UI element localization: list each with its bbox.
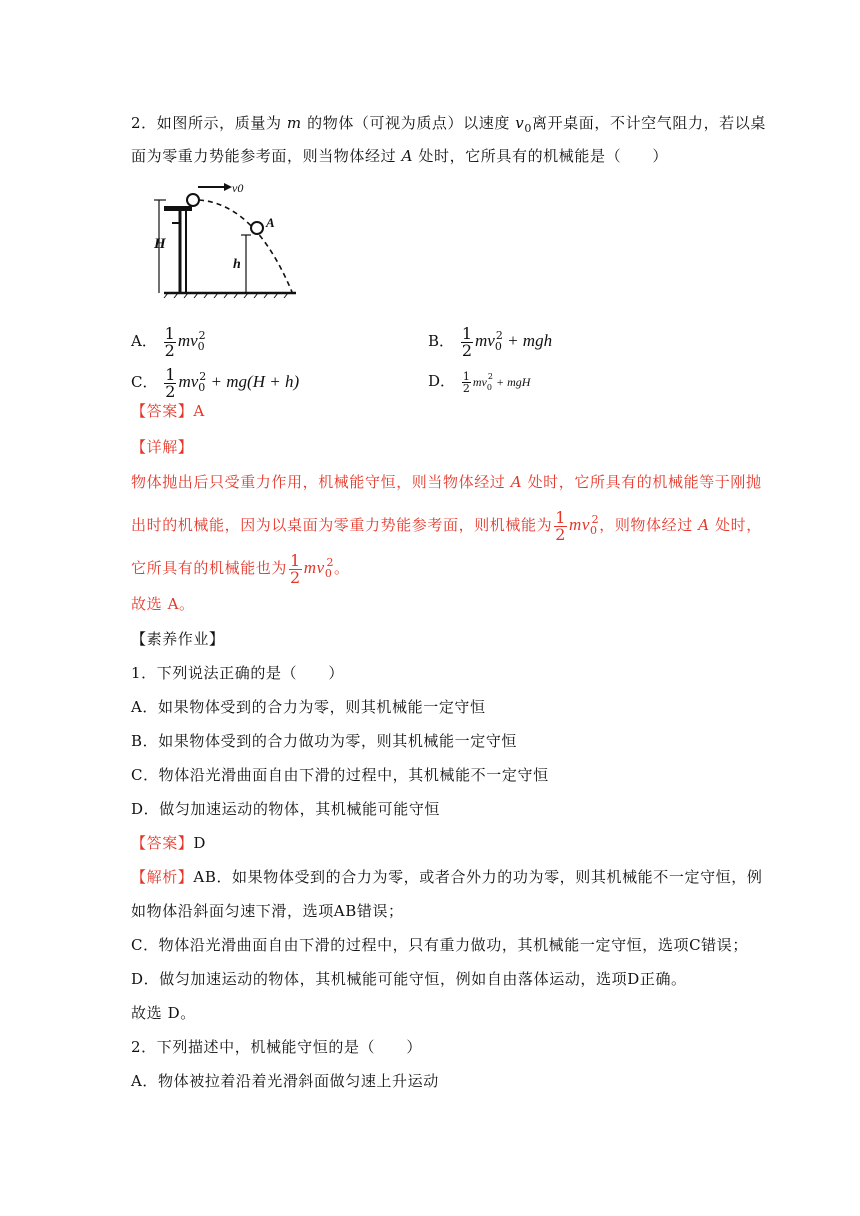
projectile-figure [150,180,302,300]
label-v0: v0 [232,181,244,195]
q1-option-A: A．如果物体受到的合力为零，则其机械能一定守恒 [131,698,486,716]
answer-line: 【答案】A [131,402,205,420]
q1-option-D: D．做匀加速运动的物体，其机械能可能守恒 [131,800,441,818]
q2-option-A: A．物体被拉着沿着光滑斜面做匀速上升运动 [131,1072,439,1090]
table-top [164,206,192,211]
ball-at-A [251,222,263,234]
label-H: H [154,236,166,252]
velocity-subscript: 0 [524,122,532,135]
question-stem-line2 [131,145,668,167]
answer-value: D [193,834,207,852]
stem-text: 面为零重力势能参考面，则当物体经过 [131,147,402,165]
fraction-half: $\frac{1}{2}$ [164,323,175,360]
q1-choose: 故选 D。 [131,1004,196,1022]
option-A: A． $\frac{1}{2}$ $mv_0^2$ [131,323,206,360]
label-h: h [233,257,241,272]
explanation-line1: 物体抛出后只受重力作用，机械能守恒，则当物体经过 A 处时，它所具有的机械能等于刚抛 [131,473,762,491]
q1-analysis-line3: C．物体沿光滑曲面自由下滑的过程中，只有重力做功，其机械能一定守恒，选项C错误； [131,936,748,954]
option-C: C． $\frac{1}{2}$ $mv_0^2 + mg(H + h)$ [131,364,300,401]
q1-option-B: B．如果物体受到的合力做功为零，则其机械能一定守恒 [131,732,518,750]
fraction-half: $\frac{1}{2}$ [462,369,470,395]
stem-text: 处时，它所具有的机械能是（ ） [413,147,668,165]
ball-start [187,194,199,206]
q1-analysis-line1: 【解析】AB．如果物体受到的合力为零，或者合外力的功为零，则其机械能不一定守恒，例 [131,868,763,886]
fraction-half: $\frac{1}{2}$ [165,364,176,401]
q1-stem: 1．下列说法正确的是（ ） [131,664,344,682]
fraction-half: $\frac{1}{2}$ [290,550,301,587]
q1-analysis-line4: D．做匀加速运动的物体，其机械能可能守恒，例如自由落体运动，选项D正确。 [131,970,687,988]
explanation-title: 【详解】 [131,438,194,456]
stem-text: 的物体（可视为质点）以速度 [301,114,516,132]
fraction-half: $\frac{1}{2}$ [461,323,472,360]
question-stem-line1 [131,112,766,140]
option-B: B． $\frac{1}{2}$ $mv_0^2$ + mgh [428,323,553,360]
velocity-symbol: v [515,114,525,132]
q1-analysis-line2: 如物体沿斜面匀速下滑，选项AB错误； [131,902,404,920]
point-symbol: A [401,147,414,165]
projectile-diagram [150,180,302,300]
q2-stem: 2．下列描述中，机械能守恒的是（ ） [131,1038,422,1056]
explanation-line3: 它所具有的机械能也为 $\frac{1}{2}$ $mv_0^2$。 [131,550,350,587]
mass-symbol: m [286,114,302,132]
explanation-line2: 出时的机械能，因为以桌面为零重力势能参考面，则机械能为 $\frac{1}{2}$ $mv_0^2$，则物体经过 A 处时， [131,507,762,544]
section-title: 【素养作业】 [131,630,225,648]
q1-option-C: C．物体沿光滑曲面自由下滑的过程中，其机械能不一定守恒 [131,766,549,784]
fraction-half: $\frac{1}{2}$ [555,507,566,544]
answer-value: A [193,402,205,420]
q1-answer: 【答案】D [131,834,207,852]
label-A: A [266,215,275,230]
stem-text: 2．如图所示，质量为 [131,114,287,132]
option-D: D． $\frac{1}{2}$ $mv_0^2$ + mgH [428,369,531,395]
explanation-choose: 故选 A。 [131,595,195,613]
stem-text: 离开桌面，不计空气阻力，若以桌 [531,114,766,132]
